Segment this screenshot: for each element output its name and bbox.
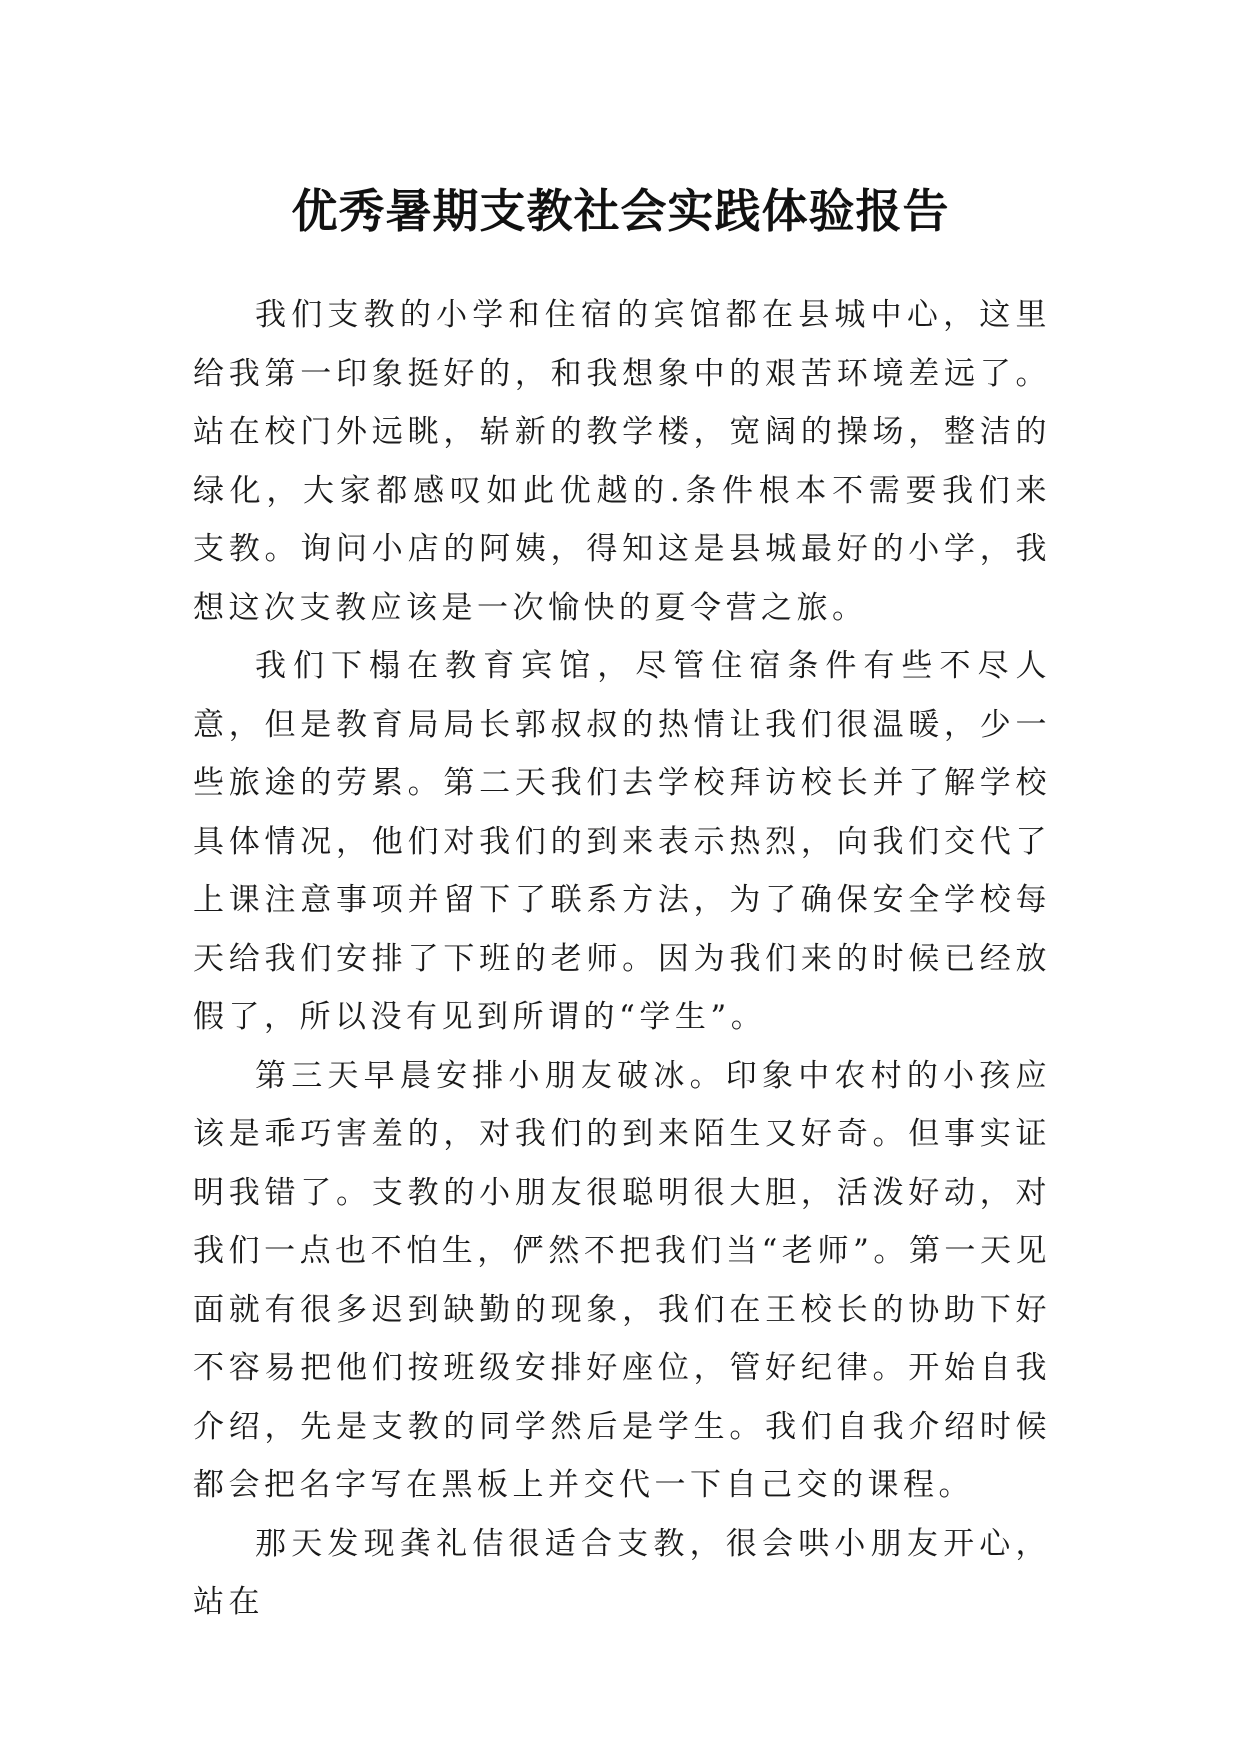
paragraph: 那天发现龚礼佶很适合支教，很会哄小朋友开心，站在 <box>193 1525 1051 1620</box>
document-title: 优秀暑期支教社会实践体验报告 <box>291 183 950 238</box>
paragraph: 我们支教的小学和住宿的宾馆都在县城中心，这里给我第一印象挺好的，和我想象中的艰苦环境差远了。站在校门外远眺，崭新的教学楼，宽阔的操场，整洁的绿化，大家都感叹如此优越的.条件根本不需要我们来支教。询问小店的阿姨，得知这是县城最好的小学，我想这次支教应该是一次愉快的夏令营之旅。 <box>193 297 1051 626</box>
paragraph: 第三天早晨安排小朋友破冰。印象中农村的小孩应该是乖巧害羞的，对我们的到来陌生又好奇。但事实证明我错了。支教的小朋友很聪明很大胆，活泼好动，对我们一点也不怕生，俨然不把我们当“老师”。第一天见面就有很多迟到缺勤的现象，我们在王校长的协助下好不容易把他们按班级安排好座位，管好纪律。开始自我介绍，先是支教的同学然后是学生。我们自我介绍时候都会把名字写在黑板上并交代一下自己交的课程。 <box>193 1057 1051 1503</box>
paragraph: 我们下榻在教育宾馆，尽管住宿条件有些不尽人意，但是教育局局长郭叔叔的热情让我们很温暖，少一些旅途的劳累。第二天我们去学校拜访校长并了解学校具体情况，他们对我们的到来表示热烈，向我们交代了上课注意事项并留下了联系方法，为了确保安全学校每天给我们安排了下班的老师。因为我们来的时候已经放假了，所以没有见到所谓的“学生”。 <box>193 648 1051 1035</box>
document-body <box>193 286 1051 1632</box>
